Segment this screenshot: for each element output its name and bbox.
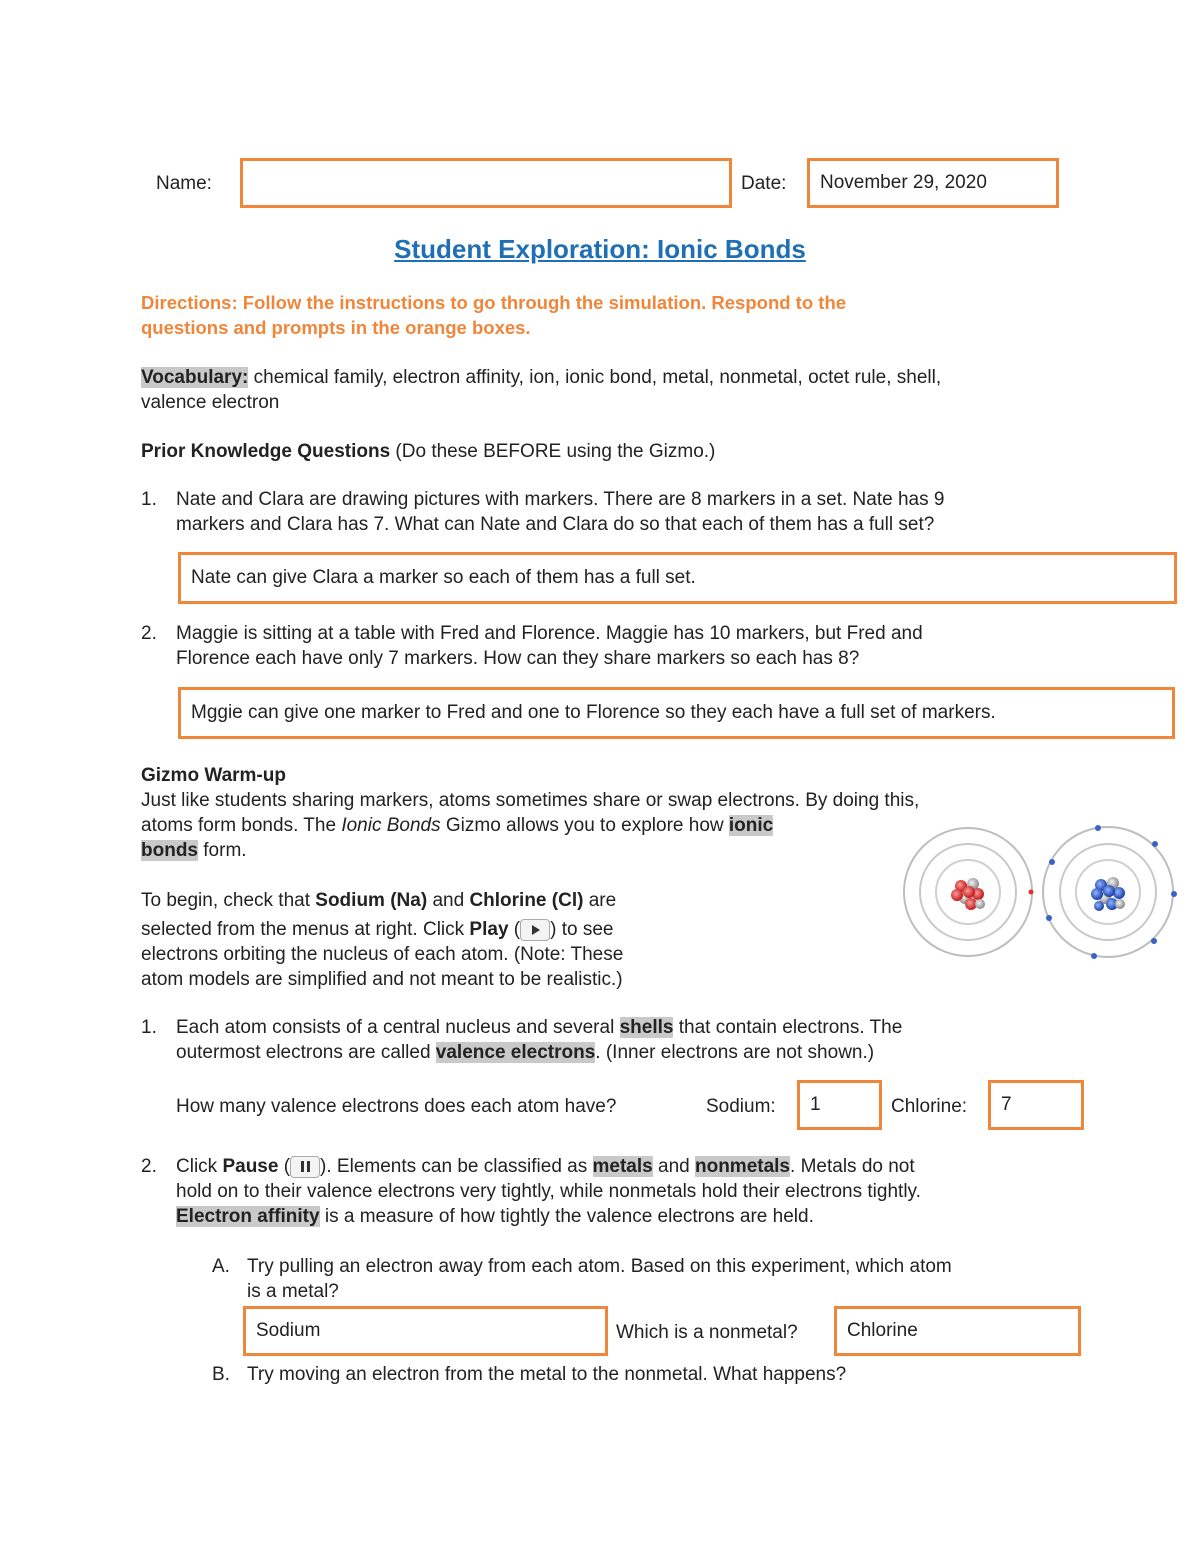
chlorine-valence-field[interactable] bbox=[988, 1080, 1084, 1130]
q2-number: 2. bbox=[141, 1156, 157, 1177]
play-icon bbox=[520, 919, 550, 941]
q1-question: How many valence electrons does each atom have? bbox=[176, 1096, 617, 1117]
sodium-valence-field[interactable] bbox=[797, 1080, 882, 1130]
metal-answer-field[interactable] bbox=[243, 1306, 608, 1356]
q2-and: and bbox=[652, 1156, 695, 1177]
q1-line-2a: outermost electrons are called bbox=[176, 1042, 436, 1063]
select-text-end: ) to see bbox=[550, 919, 614, 940]
prior-q1-number: 1. bbox=[141, 489, 157, 510]
prior-q1-line-2: markers and Clara has 7. What can Nate and Clara do so that each of them has a full set? bbox=[176, 514, 935, 535]
term-ionic: ionic bbox=[728, 815, 774, 836]
vocabulary-label: Vocabulary: bbox=[141, 367, 249, 388]
orbit-line: electrons orbiting the nucleus of each atom. (Note: These bbox=[141, 944, 624, 965]
sodium-label: Sodium: bbox=[706, 1096, 776, 1117]
prior-q2-number: 2. bbox=[141, 623, 157, 644]
sodium-atom bbox=[904, 828, 1034, 956]
q2a-line-2: is a metal? bbox=[247, 1281, 339, 1302]
q2-line-1a: Click bbox=[176, 1156, 223, 1177]
play-paren: ( bbox=[508, 919, 521, 940]
prior-note: (Do these BEFORE using the Gizmo.) bbox=[390, 441, 716, 462]
begin-chlorine: Chlorine (Cl) bbox=[469, 890, 584, 911]
prior-knowledge-heading bbox=[141, 439, 715, 464]
prior-heading-text: Prior Knowledge Questions bbox=[141, 441, 391, 462]
date-label: Date: bbox=[741, 173, 787, 194]
date-value: November 29, 2020 bbox=[820, 172, 987, 193]
prior-q2-line-1: Maggie is sitting at a table with Fred and Florence. Maggie has 10 markers, but Fred and bbox=[176, 623, 923, 644]
term-nonmetals: nonmetals bbox=[694, 1156, 791, 1177]
q1-line-2b: . (Inner electrons are not shown.) bbox=[595, 1042, 875, 1063]
q2a-text bbox=[247, 1254, 952, 1304]
q2-line-1b: ). Elements can be classified as bbox=[320, 1156, 593, 1177]
directions-line-1: Directions: Follow the instructions to go through the simulation. Respond to the bbox=[141, 292, 847, 313]
chlorine-atom bbox=[1043, 825, 1177, 959]
prior-a1: Nate can give Clara a marker so each of them has a full set. bbox=[191, 567, 696, 588]
name-field[interactable] bbox=[240, 158, 732, 208]
directions bbox=[141, 290, 846, 340]
pause-icon bbox=[290, 1156, 320, 1178]
pause-paren: ( bbox=[278, 1156, 291, 1177]
term-shells: shells bbox=[619, 1017, 674, 1038]
directions-line-2: questions and prompts in the orange boxes. bbox=[141, 317, 531, 338]
q1-line-1a: Each atom consists of a central nucleus and several bbox=[176, 1017, 620, 1038]
chlorine-valence-value: 7 bbox=[1001, 1094, 1012, 1115]
term-valence-electrons: valence electrons bbox=[435, 1042, 596, 1063]
q2-line-1c: . Metals do not bbox=[790, 1156, 915, 1177]
play-label: Play bbox=[469, 919, 509, 940]
warmup-line-3: form. bbox=[198, 840, 247, 861]
page-title: Student Exploration: Ionic Bonds bbox=[394, 234, 806, 264]
atoms-illustration bbox=[898, 822, 1183, 967]
q1-line-1b: that contain electrons. The bbox=[673, 1017, 903, 1038]
sodium-valence-electron bbox=[1029, 890, 1034, 895]
warmup-line-2a: atoms form bonds. The bbox=[141, 815, 342, 836]
chlorine-label: Chlorine: bbox=[891, 1096, 968, 1117]
pause-label: Pause bbox=[222, 1156, 279, 1177]
prior-a2: Mggie can give one marker to Fred and one to Florence so they each have a full set of markers. bbox=[191, 702, 996, 723]
warmup-begin bbox=[141, 888, 623, 992]
vocabulary bbox=[141, 365, 941, 415]
q2b-text: Try moving an electron from the metal to the nonmetal. What happens? bbox=[247, 1364, 847, 1385]
sodium-valence-value: 1 bbox=[810, 1094, 821, 1115]
warmup-italic: Ionic Bonds bbox=[341, 815, 441, 836]
q2a-line-1: Try pulling an electron away from each atom. Based on this experiment, which atom bbox=[247, 1256, 952, 1277]
q2b-letter: B. bbox=[212, 1364, 230, 1385]
prior-q1-line-1: Nate and Clara are drawing pictures with markers. There are 8 markers in a set. Nate has 9 bbox=[176, 489, 945, 510]
nonmetal-answer-value: Chlorine bbox=[847, 1320, 918, 1341]
q1-text bbox=[176, 1015, 902, 1065]
q2-text bbox=[176, 1154, 921, 1229]
vocabulary-terms: chemical family, electron affinity, ion, ionic bond, metal, nonmetal, octet rule, shell, bbox=[248, 367, 942, 388]
prior-a2-box[interactable] bbox=[178, 687, 1175, 739]
warmup-heading: Gizmo Warm-up bbox=[141, 765, 286, 786]
q2-line-2: hold on to their valence electrons very tightly, while nonmetals hold their electrons tightly. bbox=[176, 1181, 921, 1202]
prior-q1 bbox=[176, 487, 944, 537]
term-metals: metals bbox=[592, 1156, 653, 1177]
begin-and: and bbox=[427, 890, 470, 911]
prior-q2 bbox=[176, 621, 923, 671]
nonmetal-answer-field[interactable] bbox=[834, 1306, 1081, 1356]
warmup-line-2b: Gizmo allows you to explore how bbox=[440, 815, 729, 836]
vocabulary-terms-cont: valence electron bbox=[141, 392, 280, 413]
models-line: atom models are simplified and not meant to be realistic.) bbox=[141, 969, 623, 990]
q1-number: 1. bbox=[141, 1017, 157, 1038]
q2a-letter: A. bbox=[212, 1256, 230, 1277]
prior-q2-line-2: Florence each have only 7 markers. How can they share markers so each has 8? bbox=[176, 648, 860, 669]
begin-sodium: Sodium (Na) bbox=[315, 890, 428, 911]
begin-text: To begin, check that bbox=[141, 890, 316, 911]
name-label: Name: bbox=[156, 173, 212, 194]
begin-are: are bbox=[583, 890, 617, 911]
term-bonds: bonds bbox=[141, 840, 198, 861]
term-electron-affinity: Electron affinity bbox=[176, 1206, 320, 1227]
warmup-line-1: Just like students sharing markers, atoms sometimes share or swap electrons. By doing this, bbox=[141, 790, 920, 811]
prior-a1-box[interactable] bbox=[178, 552, 1177, 604]
metal-answer-value: Sodium bbox=[256, 1320, 321, 1341]
warmup-section bbox=[141, 763, 919, 863]
nonmetal-label: Which is a nonmetal? bbox=[616, 1322, 798, 1343]
select-text: selected from the menus at right. Click bbox=[141, 919, 470, 940]
date-field[interactable] bbox=[807, 158, 1059, 208]
q2-line-3: is a measure of how tightly the valence electrons are held. bbox=[319, 1206, 814, 1227]
